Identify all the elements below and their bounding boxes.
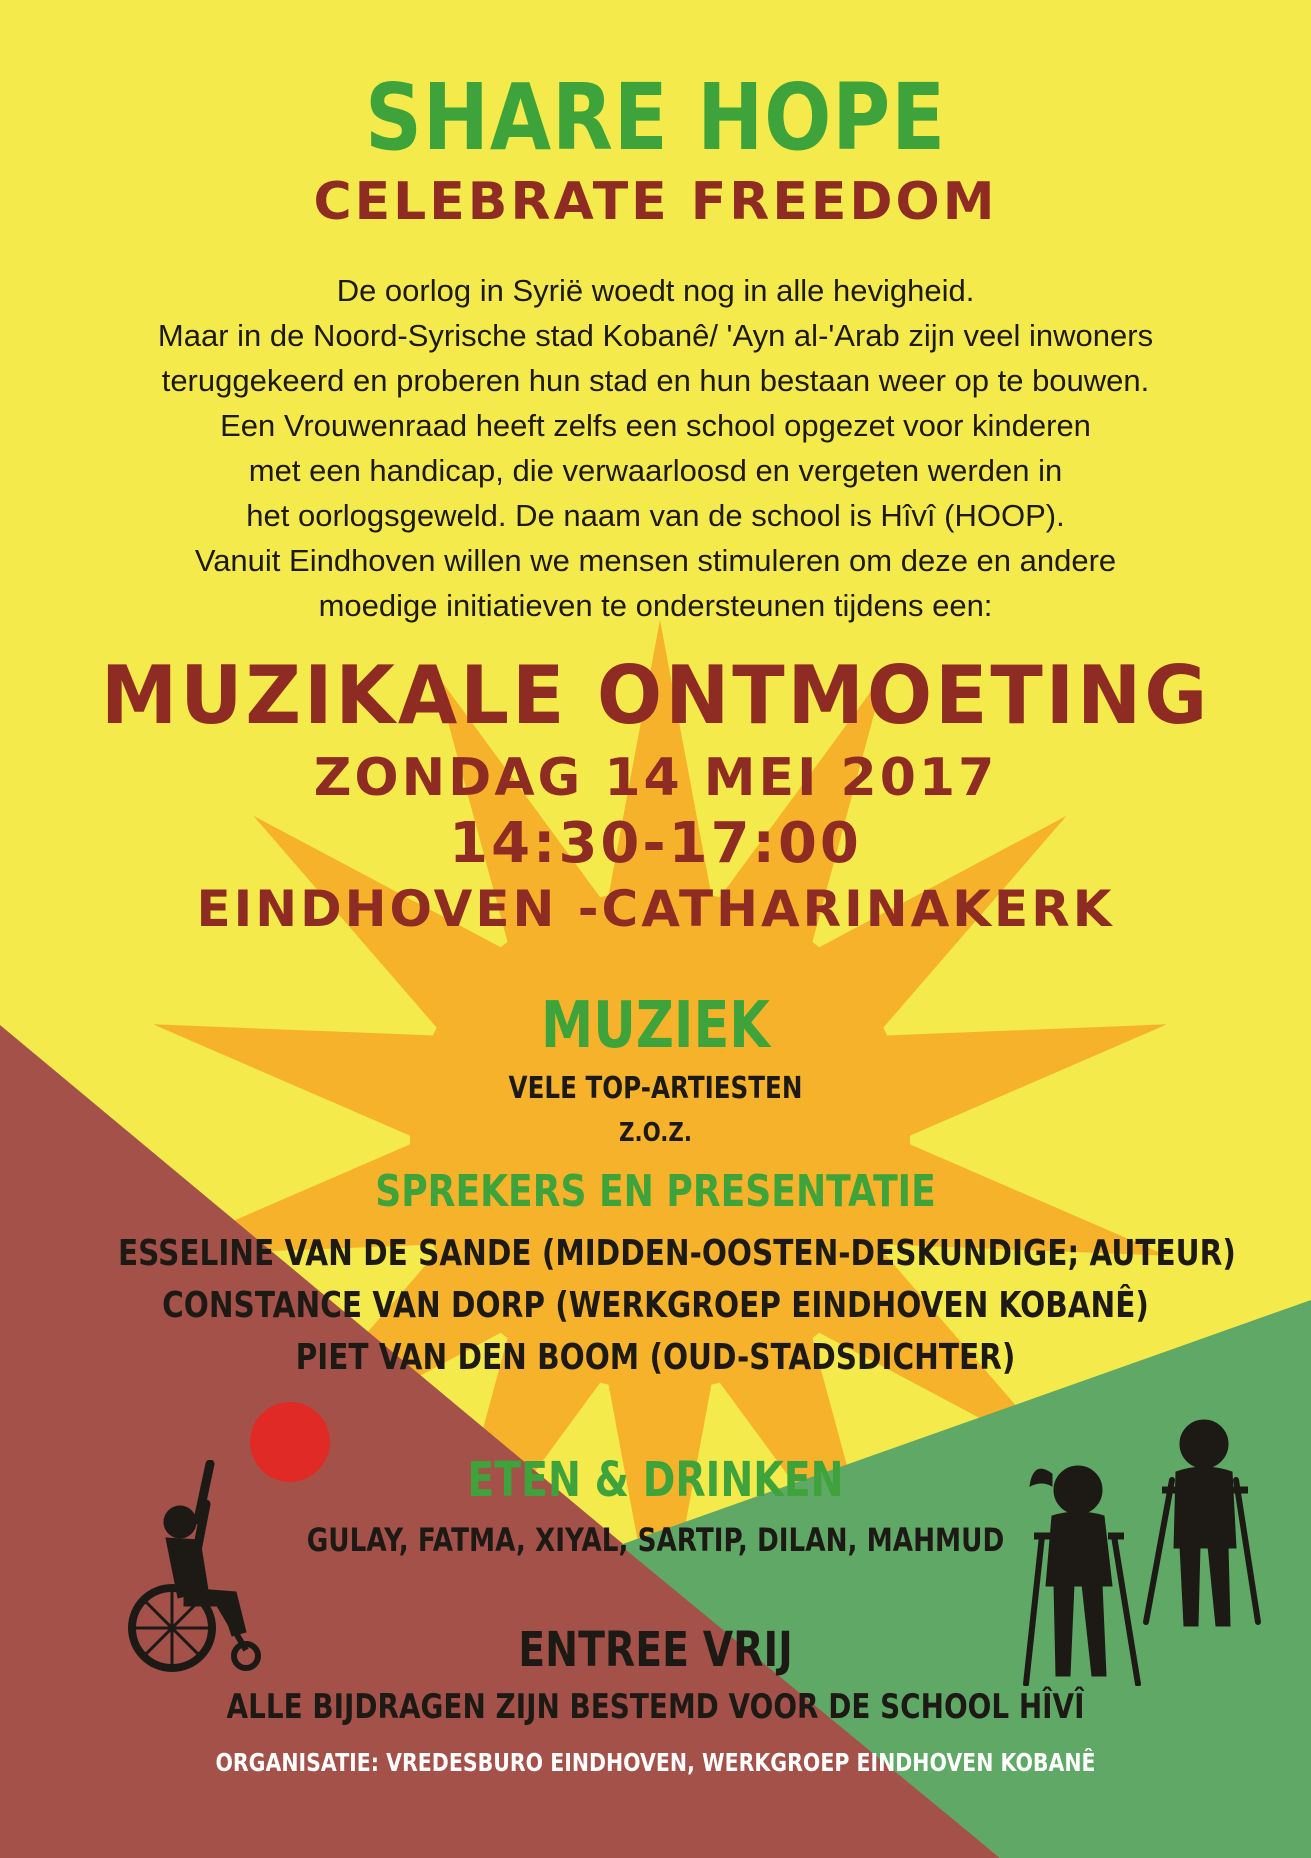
event-date: ZONDAG 14 MEI 2017 [313, 748, 998, 808]
speaker-item: PIET VAN DEN BOOM (OUD-STADSDICHTER) [295, 1337, 1016, 1378]
intro-line: Vanuit Eindhoven willen we mensen stimuleren om deze en andere [194, 543, 1117, 578]
event-venue: EINDHOVEN -CATHARINAKERK [196, 880, 1115, 938]
music-zoz: Z.O.Z. [619, 1118, 692, 1148]
entry-note: ALLE BIJDRAGEN ZIJN BESTEMD VOOR DE SCHOOL HÎVÎ [226, 1687, 1085, 1727]
speaker-item: ESSELINE VAN DE SANDE (MIDDEN-OOSTEN-DESKUNDIGE; AUTEUR) [117, 1233, 1236, 1274]
organiser-text: ORGANISATIE: VREDESBURO EINDHOVEN, WERKGROEP EINDHOVEN KOBANÊ [215, 1748, 1096, 1777]
intro-text [40, 268, 1271, 628]
intro-line: De oorlog in Syrië woedt nog in alle hevigheid. [336, 273, 975, 308]
child-crutches-icon [1138, 1416, 1268, 1632]
food-names: GULAY, FATMA, XIYAL, SARTIP, DILAN, MAHMUD [306, 1521, 1005, 1559]
speakers-heading: SPREKERS EN PRESENTATIE [375, 1166, 936, 1217]
child-crutches-icon [1012, 1456, 1152, 1686]
speaker-item: CONSTANCE VAN DORP (WERKGROEP EINDHOVEN KOBANÊ) [162, 1285, 1149, 1326]
wheelchair-child-icon [118, 1460, 278, 1680]
intro-line: het oorlogsgeweld. De naam van de school is Hîvî (HOOP). [246, 498, 1065, 533]
entry-heading: ENTREE VRIJ [518, 1622, 793, 1678]
poster-subtitle: CELEBRATE FREEDOM [313, 172, 998, 232]
music-heading: MUZIEK [541, 989, 770, 1063]
food-heading: ETEN & DRINKEN [467, 1452, 844, 1508]
music-artists: VELE TOP-ARTIESTEN [508, 1071, 803, 1106]
intro-line: teruggekeerd en proberen hun stad en hun bestaan weer op te bouwen. [161, 363, 1150, 398]
intro-line: met een handicap, die verwaarloosd en vergeten werden in [248, 453, 1063, 488]
intro-line: Maar in de Noord-Syrische stad Kobanê/ 'Ayn al-'Arab zijn veel inwoners [157, 318, 1154, 353]
poster-title: SHARE HOPE [364, 64, 947, 171]
intro-line: moedige initiatieven te ondersteunen tijdens een: [318, 588, 993, 623]
event-title: MUZIKALE ONTMOETING [100, 649, 1211, 742]
intro-line: Een Vrouwenraad heeft zelfs een school opgezet voor kinderen [220, 408, 1091, 443]
event-time: 14:30-17:00 [449, 811, 862, 876]
